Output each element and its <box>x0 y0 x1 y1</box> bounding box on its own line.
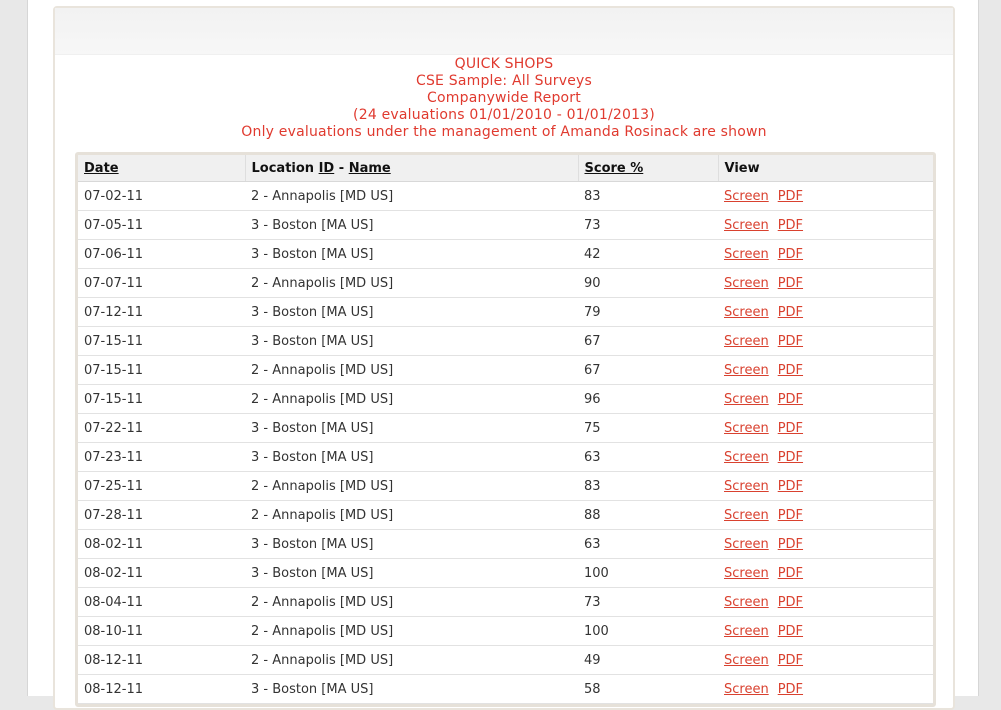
report-note: Only evaluations under the management of Amanda Rosinack are shown <box>241 124 767 140</box>
cell-score: 90 <box>578 269 718 298</box>
screen-link[interactable]: Screen <box>724 217 769 233</box>
cell-score: 73 <box>578 588 718 617</box>
screen-link[interactable]: Screen <box>724 536 769 552</box>
pdf-link[interactable]: PDF <box>777 275 804 291</box>
cell-score: 100 <box>578 559 718 588</box>
cell-view <box>718 530 933 559</box>
cell-location: 3 - Boston [MA US] <box>245 240 578 269</box>
header-location <box>245 155 578 182</box>
cell-location: 3 - Boston [MA US] <box>245 443 578 472</box>
screen-link[interactable]: Screen <box>724 304 769 320</box>
table-row <box>78 646 933 675</box>
cell-date: 07-05-11 <box>78 211 245 240</box>
screen-link[interactable]: Screen <box>724 652 769 668</box>
pdf-link[interactable]: PDF <box>777 304 804 320</box>
cell-view <box>718 646 933 675</box>
cell-view <box>718 675 933 704</box>
table-row <box>78 530 933 559</box>
cell-score: 63 <box>578 443 718 472</box>
report-scope: Companywide Report <box>427 90 581 106</box>
table-row <box>78 356 933 385</box>
table-row <box>78 617 933 646</box>
cell-date: 07-07-11 <box>78 269 245 298</box>
pdf-link[interactable]: PDF <box>777 188 804 204</box>
table-row <box>78 327 933 356</box>
cell-score: 75 <box>578 414 718 443</box>
table-body <box>78 182 933 704</box>
cell-location: 3 - Boston [MA US] <box>245 298 578 327</box>
cell-score: 42 <box>578 240 718 269</box>
cell-score: 100 <box>578 617 718 646</box>
cell-date: 07-15-11 <box>78 327 245 356</box>
report-header <box>55 56 953 141</box>
cell-location: 3 - Boston [MA US] <box>245 211 578 240</box>
cell-date: 08-04-11 <box>78 588 245 617</box>
cell-view <box>718 414 933 443</box>
screen-link[interactable]: Screen <box>724 391 769 407</box>
screen-link[interactable]: Screen <box>724 420 769 436</box>
cell-location: 2 - Annapolis [MD US] <box>245 356 578 385</box>
report-sample: CSE Sample: All Surveys <box>415 73 593 89</box>
cell-view <box>718 617 933 646</box>
cell-date: 08-02-11 <box>78 530 245 559</box>
report-title: QUICK SHOPS <box>454 56 554 72</box>
table-row <box>78 211 933 240</box>
screen-link[interactable]: Screen <box>724 623 769 639</box>
cell-location: 3 - Boston [MA US] <box>245 327 578 356</box>
table-row <box>78 559 933 588</box>
table-row <box>78 414 933 443</box>
sort-location-name-link[interactable]: Name <box>348 160 391 176</box>
cell-location: 3 - Boston [MA US] <box>245 675 578 704</box>
page <box>27 0 979 696</box>
table-row <box>78 240 933 269</box>
screen-link[interactable]: Screen <box>724 246 769 262</box>
sort-date-link[interactable]: Date <box>84 160 119 176</box>
table-row <box>78 588 933 617</box>
table-header-row <box>78 155 933 182</box>
header-location-separator: - <box>334 160 349 176</box>
cell-date: 07-15-11 <box>78 385 245 414</box>
table-row <box>78 443 933 472</box>
cell-view <box>718 443 933 472</box>
cell-view <box>718 240 933 269</box>
cell-view <box>718 269 933 298</box>
sort-location-id-link[interactable]: ID <box>318 160 335 176</box>
pdf-link[interactable]: PDF <box>777 652 804 668</box>
cell-view <box>718 356 933 385</box>
screen-link[interactable]: Screen <box>724 594 769 610</box>
screen-link[interactable]: Screen <box>724 333 769 349</box>
pdf-link[interactable]: PDF <box>777 391 804 407</box>
cell-view <box>718 327 933 356</box>
cell-date: 08-02-11 <box>78 559 245 588</box>
cell-score: 67 <box>578 356 718 385</box>
cell-score: 96 <box>578 385 718 414</box>
evaluations-table <box>78 155 933 704</box>
screen-link[interactable]: Screen <box>724 362 769 378</box>
cell-location: 2 - Annapolis [MD US] <box>245 472 578 501</box>
cell-score: 88 <box>578 501 718 530</box>
cell-score: 83 <box>578 472 718 501</box>
pdf-link[interactable]: PDF <box>777 536 804 552</box>
cell-location: 3 - Boston [MA US] <box>245 414 578 443</box>
cell-location: 2 - Annapolis [MD US] <box>245 182 578 211</box>
screen-link[interactable]: Screen <box>724 275 769 291</box>
cell-date: 07-25-11 <box>78 472 245 501</box>
cell-view <box>718 472 933 501</box>
screen-link[interactable]: Screen <box>724 565 769 581</box>
cell-score: 67 <box>578 327 718 356</box>
table-row <box>78 675 933 704</box>
sort-score-link[interactable]: Score % <box>584 160 644 176</box>
cell-date: 07-12-11 <box>78 298 245 327</box>
cell-view <box>718 588 933 617</box>
cell-date: 07-15-11 <box>78 356 245 385</box>
screen-link[interactable]: Screen <box>724 478 769 494</box>
panel-toolbar <box>55 8 953 55</box>
report-panel <box>53 6 955 710</box>
pdf-link[interactable]: PDF <box>777 217 804 233</box>
screen-link[interactable]: Screen <box>724 188 769 204</box>
pdf-link[interactable]: PDF <box>777 246 804 262</box>
cell-location: 2 - Annapolis [MD US] <box>245 269 578 298</box>
header-score[interactable] <box>578 155 718 182</box>
cell-score: 73 <box>578 211 718 240</box>
cell-date: 08-12-11 <box>78 675 245 704</box>
cell-view <box>718 385 933 414</box>
pdf-link[interactable]: PDF <box>777 333 804 349</box>
pdf-link[interactable]: PDF <box>777 362 804 378</box>
pdf-link[interactable]: PDF <box>777 681 804 697</box>
cell-view <box>718 182 933 211</box>
pdf-link[interactable]: PDF <box>777 565 804 581</box>
table-row <box>78 182 933 211</box>
cell-date: 07-02-11 <box>78 182 245 211</box>
table-row <box>78 298 933 327</box>
cell-score: 49 <box>578 646 718 675</box>
table-row <box>78 501 933 530</box>
cell-score: 63 <box>578 530 718 559</box>
pdf-link[interactable]: PDF <box>777 623 804 639</box>
cell-location: 2 - Annapolis [MD US] <box>245 646 578 675</box>
cell-view <box>718 559 933 588</box>
header-location-label: Location <box>251 160 315 176</box>
pdf-link[interactable]: PDF <box>777 420 804 436</box>
cell-view <box>718 298 933 327</box>
table-row <box>78 472 933 501</box>
report-range: (24 evaluations 01/01/2010 - 01/01/2013) <box>353 107 655 123</box>
cell-date: 08-12-11 <box>78 646 245 675</box>
cell-score: 83 <box>578 182 718 211</box>
screen-link[interactable]: Screen <box>724 449 769 465</box>
evaluations-table-wrap <box>75 152 936 707</box>
header-date[interactable] <box>78 155 245 182</box>
pdf-link[interactable]: PDF <box>777 478 804 494</box>
header-view: View <box>718 155 933 182</box>
cell-view <box>718 211 933 240</box>
cell-view <box>718 501 933 530</box>
cell-location: 3 - Boston [MA US] <box>245 559 578 588</box>
cell-date: 07-23-11 <box>78 443 245 472</box>
pdf-link[interactable]: PDF <box>777 449 804 465</box>
cell-location: 3 - Boston [MA US] <box>245 530 578 559</box>
cell-score: 79 <box>578 298 718 327</box>
table-row <box>78 385 933 414</box>
table-row <box>78 269 933 298</box>
screen-link[interactable]: Screen <box>724 507 769 523</box>
screen-link[interactable]: Screen <box>724 681 769 697</box>
cell-location: 2 - Annapolis [MD US] <box>245 617 578 646</box>
cell-date: 07-28-11 <box>78 501 245 530</box>
cell-date: 07-06-11 <box>78 240 245 269</box>
cell-location: 2 - Annapolis [MD US] <box>245 501 578 530</box>
cell-score: 58 <box>578 675 718 704</box>
cell-date: 08-10-11 <box>78 617 245 646</box>
cell-date: 07-22-11 <box>78 414 245 443</box>
pdf-link[interactable]: PDF <box>777 594 804 610</box>
pdf-link[interactable]: PDF <box>777 507 804 523</box>
cell-location: 2 - Annapolis [MD US] <box>245 588 578 617</box>
cell-location: 2 - Annapolis [MD US] <box>245 385 578 414</box>
